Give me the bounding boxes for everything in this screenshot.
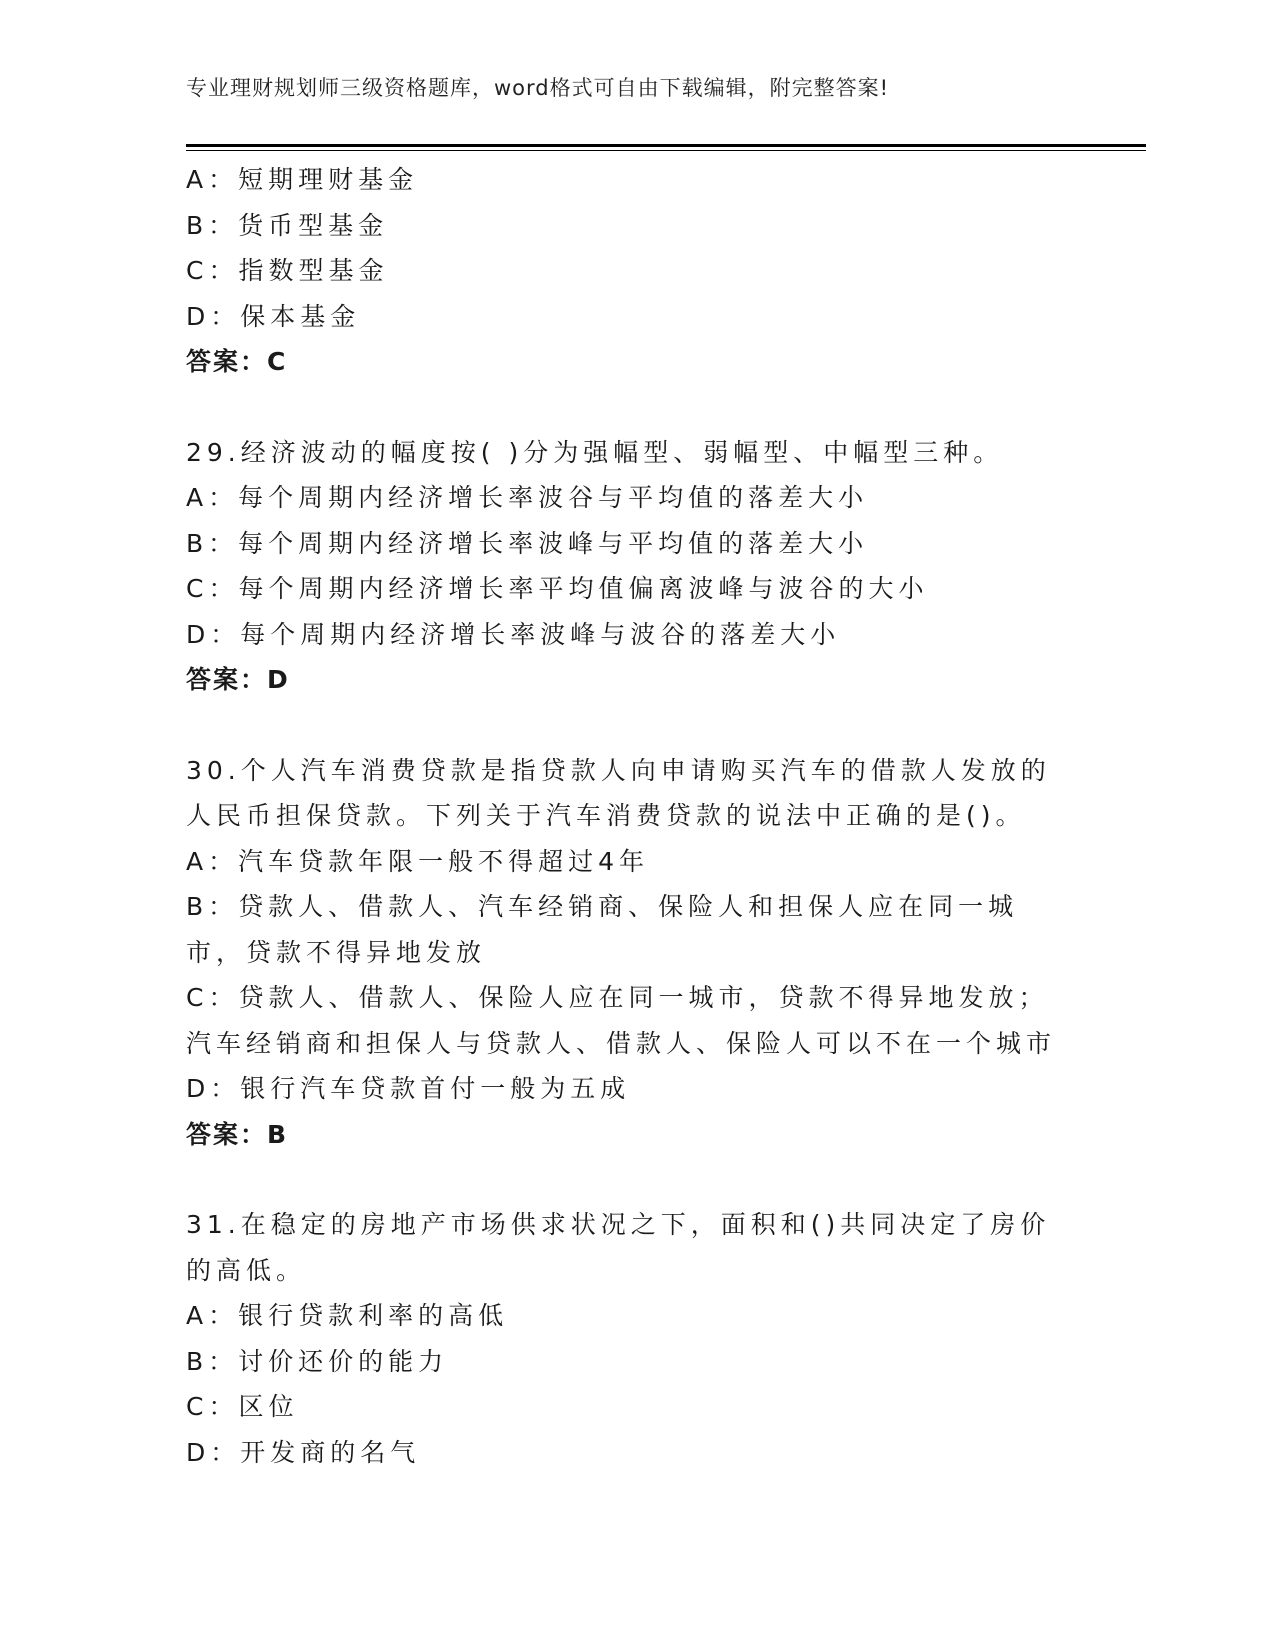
header-rule-thick [186,144,1146,147]
option-a: A：汽车贷款年限一般不得超过4年 [186,846,650,876]
answer-label: 答案：D [186,665,290,694]
answer-label: 答案：B [186,1119,289,1149]
option-a: A：银行贷款利率的高低 [186,1301,509,1330]
page-header: 专业理财规划师三级资格题库，word格式可自由下载编辑，附完整答案! [186,76,890,100]
option-c: C：指数型基金 [186,256,389,285]
option-d: D：每个周期内经济增长率波峰与波谷的落差大小 [186,619,841,649]
question-text: 29.经济波动的幅度按( )分为强幅型、弱幅型、中幅型三种。 [186,437,1004,467]
question-31-block [186,1202,1066,1475]
option-a: A：每个周期内经济增长率波谷与平均值的落差大小 [186,483,869,512]
question-30-block [186,748,1066,1158]
question-text: 31.在稳定的房地产市场供求状况之下，面积和()共同决定了房价的高低。 [186,1210,1051,1285]
option-d: D：保本基金 [186,301,361,331]
option-d: D：开发商的名气 [186,1437,421,1467]
option-c: C：贷款人、借款人、保险人应在同一城市，贷款不得异地发放；汽车经销商和担保人与贷款人、借款人、保险人可以不在一个城市 [186,983,1057,1058]
option-b: B：每个周期内经济增长率波峰与平均值的落差大小 [186,528,869,558]
document-body [186,157,1066,1475]
option-d: D：银行汽车贷款首付一般为五成 [186,1074,631,1103]
spacer [186,385,1066,430]
option-b: B：讨价还价的能力 [186,1346,449,1376]
question-29-block [186,430,1066,703]
option-a: A：短期理财基金 [186,165,419,194]
question-28-block [186,157,1066,385]
spacer [186,1157,1066,1202]
header-rule-thin [186,150,1146,151]
option-c: C：区位 [186,1392,299,1421]
option-c: C：每个周期内经济增长率平均值偏离波峰与波谷的大小 [186,574,929,603]
spacer [186,703,1066,748]
question-text: 30.个人汽车消费贷款是指贷款人向申请购买汽车的借款人发放的人民币担保贷款。下列关于汽车消费贷款的说法中正确的是()。 [186,755,1051,830]
answer-label: 答案：C [186,347,288,376]
option-b: B：货币型基金 [186,210,389,240]
option-b: B：贷款人、借款人、汽车经销商、保险人和担保人应在同一城市，贷款不得异地发放 [186,892,1019,967]
